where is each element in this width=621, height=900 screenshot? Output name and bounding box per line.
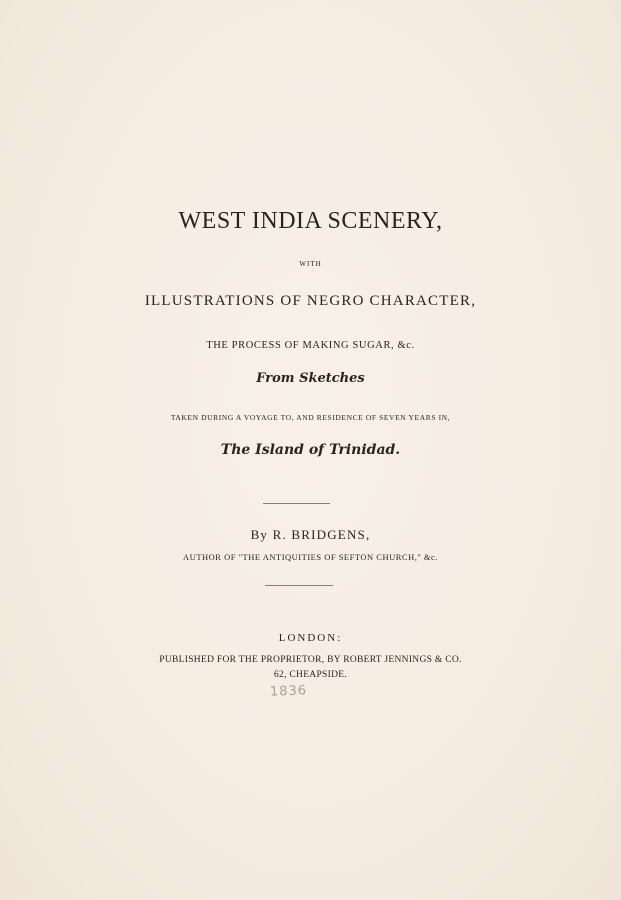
taken-during-line: TAKEN DURING A VOYAGE TO, AND RESIDENCE OF SEVEN YEARS IN, (170, 413, 451, 422)
pencil-date-note: 1836 (269, 683, 308, 700)
illustrations-line: ILLUSTRATIONS OF NEGRO CHARACTER, (144, 293, 477, 309)
process-line: THE PROCESS OF MAKING SUGAR, &c. (206, 340, 415, 351)
island-line: The Island of Trinidad. (220, 442, 401, 458)
imprint-city: LONDON: (278, 632, 343, 644)
with-line: WITH (299, 260, 322, 268)
imprint-address: 62, CHEAPSIDE. (273, 670, 348, 680)
imprint-publisher: PUBLISHED FOR THE PROPRIETOR, BY ROBERT JENNINGS & CO. (159, 655, 462, 665)
book-title: WEST INDIA SCENERY, (178, 208, 443, 234)
byline: By R. BRIDGENS, (250, 527, 371, 542)
author-of-line: AUTHOR OF "THE ANTIQUITIES OF SEFTON CHURCH," &c. (183, 552, 438, 562)
divider-rule (265, 585, 333, 586)
divider-rule (263, 503, 330, 504)
from-sketches-line: From Sketches (256, 371, 365, 386)
